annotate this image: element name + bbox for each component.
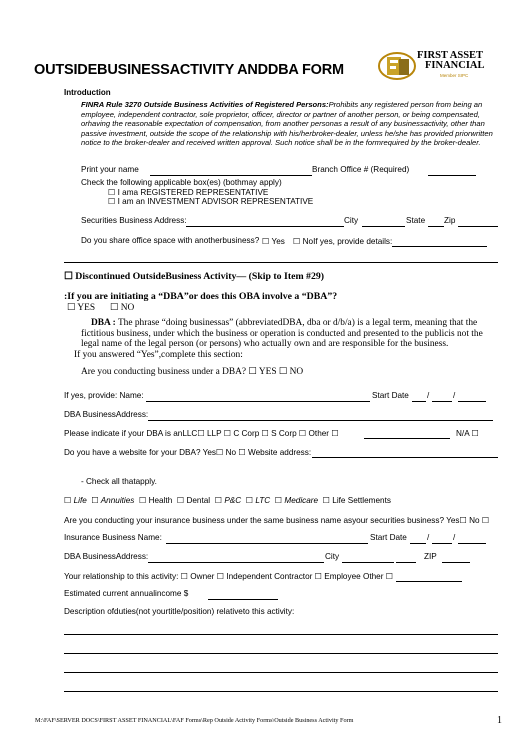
ins-address-input[interactable]: [148, 562, 324, 563]
sec-address-input[interactable]: [186, 226, 344, 227]
date-slash: /: [453, 391, 456, 400]
estimated-income-input[interactable]: [208, 599, 278, 600]
checkbox-icon[interactable]: ☐: [481, 516, 490, 525]
checkbox-icon[interactable]: ☐: [245, 496, 254, 505]
ins-city-input[interactable]: [342, 562, 394, 563]
ins-zip-input[interactable]: [442, 562, 470, 563]
start-month-input[interactable]: [412, 401, 426, 402]
check-boxes-label: Check the following applicable box(es) (bothmay apply): [81, 178, 282, 187]
print-name-input[interactable]: [150, 175, 312, 176]
fa-monogram-icon: [378, 49, 418, 83]
checkbox-icon[interactable]: ☐: [385, 572, 394, 581]
description-line-1[interactable]: [64, 634, 498, 635]
logo-name2: FINANCIAL: [425, 60, 485, 71]
checkbox-icon[interactable]: ☐: [197, 429, 205, 438]
entity-other-input[interactable]: [364, 438, 450, 439]
checkbox-icon[interactable]: ☐: [322, 496, 330, 505]
dba-address-label: DBA BusinessAddress:: [64, 410, 149, 419]
checkbox-icon[interactable]: ☐: [110, 303, 119, 313]
footer-path: M:\FAF\SERVER DOCS\FIRST ASSET FINANCIAL\FAF Forms\Rep Outside Activity Forms\Outside Business Activity Form: [35, 717, 354, 724]
zip-input[interactable]: [458, 226, 498, 227]
logo-tagline: Member SIPC: [440, 73, 469, 78]
ins-dba-address-label: DBA BusinessAddress:: [64, 552, 149, 561]
checkbox-icon[interactable]: ☐: [64, 271, 73, 282]
checkbox-icon[interactable]: ☐: [274, 496, 283, 505]
share-details-input[interactable]: [392, 246, 487, 247]
share-no[interactable]: ☐ NoIf yes, provide details:: [293, 237, 393, 246]
start-date-label: Start Date: [370, 533, 407, 542]
checkbox-icon[interactable]: ☐: [314, 572, 322, 581]
checkbox-icon[interactable]: ☐: [248, 367, 257, 377]
checkbox-icon[interactable]: ☐: [216, 572, 225, 581]
start-date-label: Start Date: [372, 391, 409, 400]
sec-address-label: Securities Business Address:: [81, 216, 187, 225]
entity-na[interactable]: N/A ☐: [456, 429, 479, 438]
dba-question: :If you are initiating a “DBA”or does this OBA involve a “DBA”?: [64, 291, 338, 302]
checkbox-icon[interactable]: ☐: [262, 237, 270, 246]
dba-no[interactable]: ☐ NO: [110, 303, 135, 313]
if-yes-name-label: If yes, provide: Name:: [64, 391, 144, 400]
state-label: State: [406, 216, 426, 225]
opt-iar[interactable]: ☐ I am an INVESTMENT ADVISOR REPRESENTATIVE: [108, 197, 314, 206]
city-input[interactable]: [362, 226, 405, 227]
dba-definition: DBA : The phrase “doing businessas” (abbreviatedDBA, dba or d/b/a) is a legal term, meaning that the fictitious business, under which the business or operation is conducted and presented to the publicis not the legal name of the legal person (or persons) who actually own and are responsible for the business.: [81, 318, 483, 350]
dba-yes[interactable]: ☐ YES: [67, 303, 96, 313]
if-yes-complete: If you answered “Yes”,complete this section:: [74, 350, 243, 360]
date-slash: /: [427, 533, 430, 542]
description-line-2[interactable]: [64, 653, 498, 654]
intro-paragraph: [81, 100, 501, 148]
checkbox-icon[interactable]: ☐: [108, 197, 116, 206]
check-all-label: - Check all thatapply.: [81, 477, 157, 486]
website-row: Do you have a website for your DBA? Yes☐ No ☐ Website address:: [64, 448, 312, 457]
intro-heading: Introduction: [64, 88, 111, 97]
checkbox-icon[interactable]: ☐: [138, 496, 147, 505]
checkbox-icon[interactable]: ☐: [223, 429, 232, 438]
city-label: City: [325, 552, 340, 561]
ins-start-day[interactable]: [432, 543, 452, 544]
share-details-line2[interactable]: [64, 262, 498, 263]
ins-name-label: Insurance Business Name:: [64, 533, 162, 542]
company-logo: [378, 47, 500, 87]
dba-name-input[interactable]: [146, 401, 370, 402]
share-office-q: Do you share office space with anotherbusiness?: [81, 236, 260, 245]
start-year-input[interactable]: [458, 401, 486, 402]
insurance-same-row: Are you conducting your insurance business under the same business name asyour securities business? Yes☐ No ☐: [64, 516, 490, 525]
description-line-3[interactable]: [64, 672, 498, 673]
opt-rr[interactable]: ☐ I ama REGISTERED REPRESENTATIVE: [108, 188, 269, 197]
date-slash: /: [453, 533, 456, 542]
description-label: Description ofduties(not yourtitle/position) relativeto this activity:: [64, 607, 295, 616]
zip-label: ZIP: [424, 552, 437, 561]
checkbox-icon[interactable]: ☐: [64, 496, 72, 505]
relationship-row: Your relationship to this activity: ☐ Owner ☐ Independent Contractor ☐ Employee Other ☐: [64, 572, 394, 581]
date-slash: /: [427, 391, 430, 400]
checkbox-icon[interactable]: ☐: [108, 188, 116, 197]
checkbox-icon[interactable]: ☐: [214, 496, 223, 505]
checkbox-icon[interactable]: ☐: [176, 496, 185, 505]
website-input[interactable]: [312, 457, 498, 458]
checkbox-icon[interactable]: ☐: [91, 496, 99, 505]
checkbox-icon[interactable]: ☐: [216, 448, 224, 457]
estimated-income-label: Estimated current annualincome $: [64, 589, 189, 598]
intro-rule: FINRA Rule 3270 Outside Business Activities of Registered Persons:: [81, 100, 329, 109]
state-input[interactable]: [428, 226, 444, 227]
description-line-4[interactable]: [64, 691, 498, 692]
conducting-dba: Are you conducting business under a DBA? ☐ YES ☐ NO: [81, 367, 304, 377]
ins-start-year[interactable]: [458, 543, 486, 544]
start-day-input[interactable]: [432, 401, 452, 402]
print-name-label: Print your name: [81, 165, 139, 174]
checkbox-icon[interactable]: ☐: [278, 367, 288, 377]
zip-label: Zip: [444, 216, 456, 225]
page-number: 1: [497, 715, 502, 726]
ins-start-month[interactable]: [410, 543, 426, 544]
form-title: OUTSIDEBUSINESSACTIVITY ANDDBA FORM: [34, 62, 344, 78]
checkbox-icon[interactable]: ☐: [293, 237, 301, 246]
branch-office-input[interactable]: [428, 175, 476, 176]
checkbox-icon[interactable]: ☐: [261, 429, 269, 438]
checkbox-icon[interactable]: ☐: [180, 572, 189, 581]
checkbox-icon[interactable]: ☐: [298, 429, 307, 438]
intro-text: Prohibits any registered person from being an employee, independent contractor, sole proprietor, officer, director or partner of another person, or being compensated, orhaving the reasonable expectation of compensation, from another personas a result of any businessactivity, other than passive investment, outside the scope of the relationship with his/herbroker-dealer, unless he/she has provided priorwritten notice to the broker-dealer and received written approval. Such notice shall be in the formrequired by the broker-dealer.: [81, 100, 493, 148]
discontinued-option[interactable]: ☐ Discontinued OutsideBusiness Activity— (Skip to Item #29): [64, 271, 325, 282]
entity-type-row: Please indicate if your DBA is anLLC☐ LLP ☐ C Corp ☐ S Corp ☐ Other ☐: [64, 429, 339, 438]
checkbox-icon[interactable]: ☐: [459, 516, 467, 525]
relationship-other-input[interactable]: [396, 581, 462, 582]
logo-name: FIRST ASSET: [417, 50, 484, 61]
share-yes[interactable]: ☐ Yes: [262, 237, 285, 246]
insurance-types-row: ☐ Life ☐ Annuities ☐ Health ☐ Dental ☐ P&C ☐ LTC ☐ Medicare ☐ Life Settlements: [64, 496, 391, 505]
ins-name-input[interactable]: [166, 543, 368, 544]
checkbox-icon[interactable]: ☐: [471, 429, 479, 438]
dba-address-input[interactable]: [148, 420, 493, 421]
city-label: City: [344, 216, 359, 225]
checkbox-icon[interactable]: ☐: [238, 448, 246, 457]
checkbox-icon[interactable]: ☐: [331, 429, 339, 438]
branch-office-label: Branch Office # (Required): [312, 165, 410, 174]
checkbox-icon[interactable]: ☐: [67, 303, 76, 313]
ins-state-input[interactable]: [396, 562, 416, 563]
